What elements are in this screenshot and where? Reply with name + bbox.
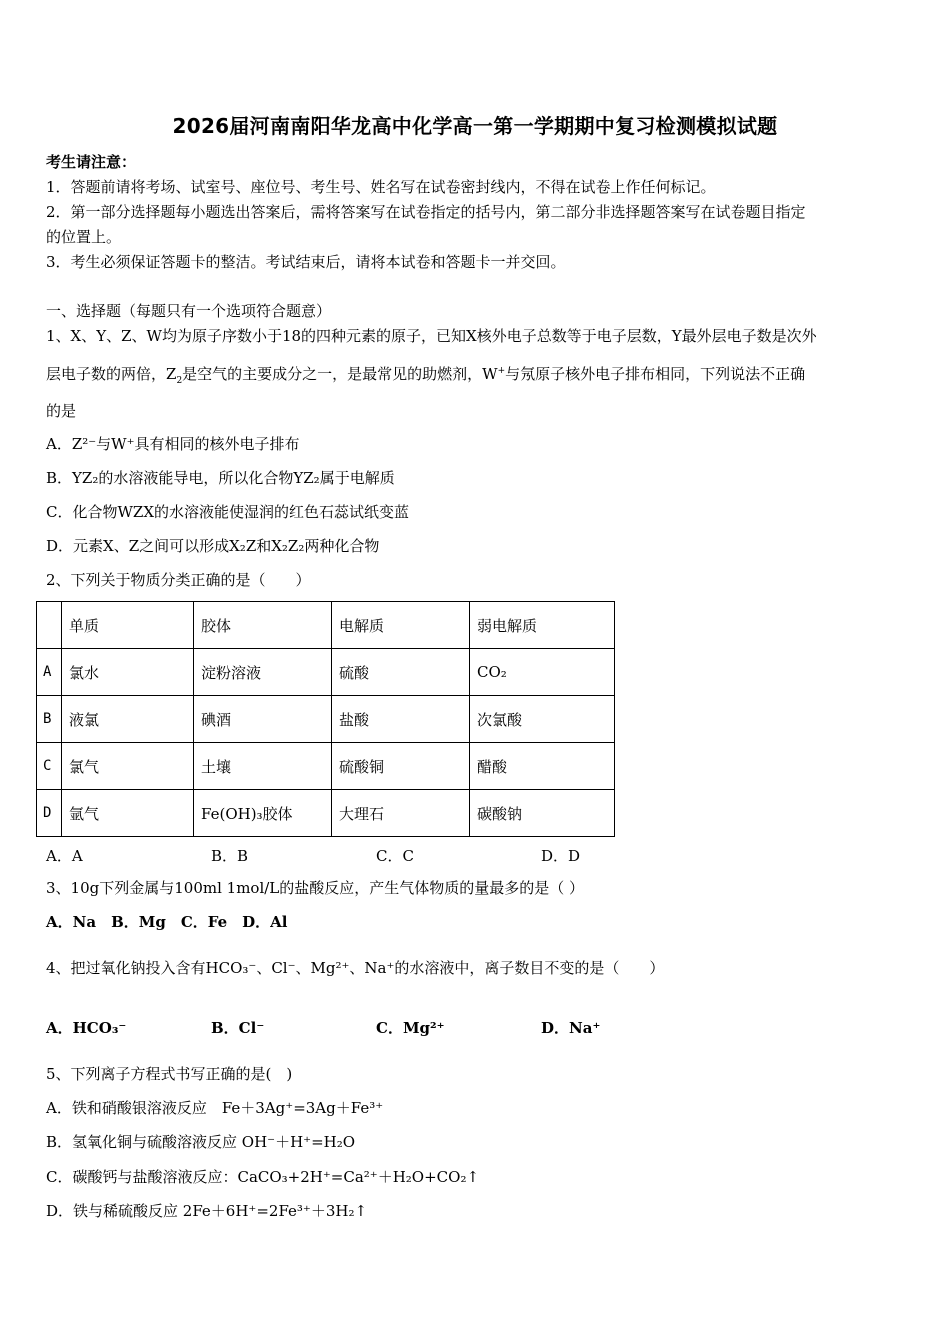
table-cell: 氯气 bbox=[62, 743, 194, 790]
page-title: 2026届河南南阳华龙高中化学高一第一学期期中复习检测模拟试题 bbox=[172, 114, 778, 138]
q1-stem-subscript: 2 bbox=[176, 376, 183, 386]
table-row bbox=[37, 743, 615, 790]
q3-options: A．Na B．Mg C．Fe D．Al bbox=[46, 913, 288, 931]
table-cell: 液氯 bbox=[62, 696, 194, 743]
q1-stem-part-c: 与氖原子核外电子排布相同，下列说法不正确 bbox=[505, 365, 806, 383]
notice-item-2-cont: 的位置上。 bbox=[46, 228, 122, 246]
q4-option-c: C．Mg²⁺ bbox=[376, 1019, 445, 1037]
table-row bbox=[37, 790, 615, 837]
table-cell: D bbox=[37, 790, 62, 837]
section-heading: 一、选择题（每题只有一个选项符合题意） bbox=[46, 302, 332, 320]
q5-option-c: C．碳酸钙与盐酸溶液反应：CaCO₃+2H⁺=Ca²⁺＋H₂O+CO₂↑ bbox=[46, 1168, 480, 1186]
table-cell: 硫酸 bbox=[332, 649, 470, 696]
table-cell: Fe(OH)₃胶体 bbox=[194, 790, 332, 837]
table-cell: A bbox=[37, 649, 62, 696]
q5-option-d: D．铁与稀硫酸反应 2Fe＋6H⁺=2Fe³⁺＋3H₂↑ bbox=[46, 1202, 368, 1220]
table-cell: 碳酸钠 bbox=[470, 790, 615, 837]
q5-stem: 5、下列离子方程式书写正确的是( ) bbox=[46, 1065, 293, 1083]
notice-item-2: 2．第一部分选择题每小题选出答案后，需将答案写在试卷指定的括号内，第二部分非选择题答案写在试卷题目指定 bbox=[46, 203, 806, 221]
table-cell: CO₂ bbox=[470, 649, 615, 696]
table-cell: 碘酒 bbox=[194, 696, 332, 743]
q5-option-a: A．铁和硝酸银溶液反应 Fe＋3Ag⁺=3Ag＋Fe³⁺ bbox=[46, 1099, 384, 1117]
table-cell: 大理石 bbox=[332, 790, 470, 837]
q2-option-c: C．C bbox=[376, 847, 414, 865]
table-row bbox=[37, 649, 615, 696]
q4-stem: 4、把过氧化钠投入含有HCO₃⁻、Cl⁻、Mg²⁺、Na⁺的水溶液中，离子数目不变的是（ ） bbox=[46, 959, 665, 977]
q1-option-d: D．元素X、Z之间可以形成X₂Z和X₂Z₂两种化合物 bbox=[46, 537, 380, 555]
q1-stem-line2 bbox=[46, 364, 805, 384]
table-header-cell: 单质 bbox=[62, 602, 194, 649]
table-cell: C bbox=[37, 743, 62, 790]
notice-item-1: 1．答题前请将考场、试室号、座位号、考生号、姓名写在试卷密封线内，不得在试卷上作任何标记。 bbox=[46, 178, 716, 196]
q1-stem-line1: 1、X、Y、Z、W均为原子序数小于18的四种元素的原子，已知X核外电子总数等于电子层数，Y最外层电子数是次外 bbox=[46, 327, 817, 345]
notice-item-3: 3．考生必须保证答题卡的整洁。考试结束后，请将本试卷和答题卡一并交回。 bbox=[46, 253, 566, 271]
q3-stem: 3、10g下列金属与100ml 1mol/L的盐酸反应，产生气体物质的量最多的是（ ） bbox=[46, 879, 585, 897]
table-header-cell bbox=[37, 602, 62, 649]
q1-stem-part-b: 是空气的主要成分之一，是最常见的助燃剂，W bbox=[182, 365, 498, 383]
q1-option-a: A．Z²⁻与W⁺具有相同的核外电子排布 bbox=[46, 435, 300, 453]
table-cell: 硫酸铜 bbox=[332, 743, 470, 790]
table-cell: 淀粉溶液 bbox=[194, 649, 332, 696]
table-header-cell: 电解质 bbox=[332, 602, 470, 649]
q1-stem-part-a: 层电子数的两倍，Z bbox=[46, 365, 177, 383]
q1-stem-line3: 的是 bbox=[46, 402, 77, 420]
table-header-row bbox=[37, 602, 615, 649]
q2-option-d: D．D bbox=[541, 847, 581, 865]
table-cell: B bbox=[37, 696, 62, 743]
q4-option-b: B．Cl⁻ bbox=[211, 1019, 265, 1037]
q4-option-a: A．HCO₃⁻ bbox=[46, 1019, 127, 1037]
table-cell: 氩气 bbox=[62, 790, 194, 837]
q2-option-b: B．B bbox=[211, 847, 249, 865]
q1-option-b: B．YZ₂的水溶液能导电，所以化合物YZ₂属于电解质 bbox=[46, 469, 395, 487]
table-cell: 盐酸 bbox=[332, 696, 470, 743]
q5-option-b: B．氢氧化铜与硫酸溶液反应 OH⁻＋H⁺=H₂O bbox=[46, 1133, 356, 1151]
table-row bbox=[37, 696, 615, 743]
table-cell: 土壤 bbox=[194, 743, 332, 790]
table-cell: 醋酸 bbox=[470, 743, 615, 790]
q2-option-a: A．A bbox=[46, 847, 83, 865]
q2-classification-table bbox=[36, 601, 615, 837]
q1-option-c: C．化合物WZX的水溶液能使湿润的红色石蕊试纸变蓝 bbox=[46, 503, 409, 521]
q4-option-d: D．Na⁺ bbox=[541, 1019, 601, 1037]
table-cell: 次氯酸 bbox=[470, 696, 615, 743]
table-header-cell: 弱电解质 bbox=[470, 602, 615, 649]
notice-heading: 考生请注意： bbox=[46, 153, 137, 171]
q1-stem-superscript: + bbox=[497, 366, 506, 376]
q2-stem: 2、下列关于物质分类正确的是（ ） bbox=[46, 571, 311, 589]
table-header-cell: 胶体 bbox=[194, 602, 332, 649]
table-cell: 氯水 bbox=[62, 649, 194, 696]
